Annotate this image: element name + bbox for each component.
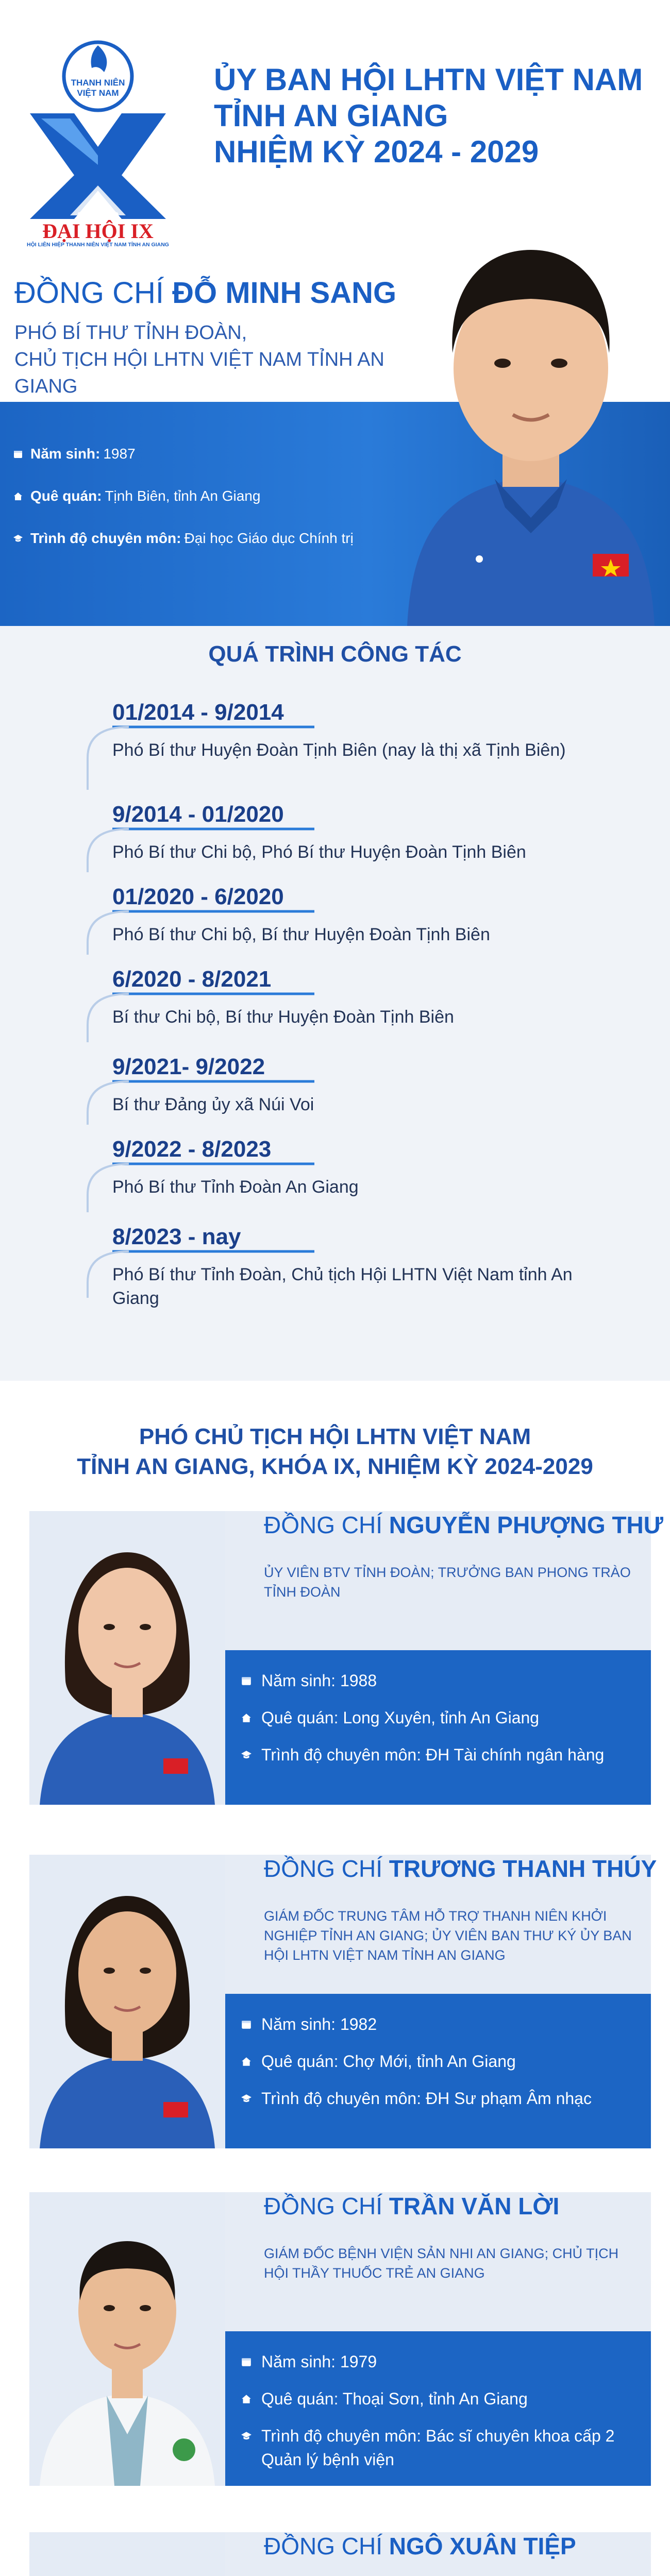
timeline-item [72,1053,608,1116]
timeline-description: Bí thư Chi bộ, Bí thư Huyện Đoàn Tịnh Biên [112,1007,454,1027]
vice-chair-prefix: ĐỒNG CHÍ [264,2193,389,2219]
timeline-item [72,1223,608,1310]
vice-chair-birth [241,2350,651,2374]
timeline-item [72,698,608,762]
main-person-role [14,319,406,400]
vice-chair-name [264,1511,663,1539]
vice-chair-birth [241,2012,651,2036]
timeline-date: 01/2020 - 6/2020 [112,884,284,909]
vice-chair-birth-text: Năm sinh: 1988 [261,1671,377,1690]
title-line-1: ỦY BAN HỘI LHTN VIỆT NAM [214,62,643,97]
timeline-description: Phó Bí thư Huyện Đoàn Tịnh Biên (nay là thị xã Tịnh Biên) [112,740,566,760]
main-person-photo [392,198,670,626]
timeline-item [72,883,608,946]
education-icon [241,2093,252,2104]
vice-chair-birth-text: Năm sinh: 1979 [261,2352,377,2371]
info-label-education: Trình độ chuyên môn: [30,530,181,546]
vice-chair-card [29,1511,663,1805]
vice-chair-card [29,2192,651,2486]
info-row-birth [13,433,405,475]
education-icon [13,533,23,544]
calendar-icon [241,1675,252,1686]
info-value-education: Đại học Giáo dục Chính trị [184,530,354,546]
calendar-icon [241,2019,252,2030]
home-icon [13,491,23,501]
vice-chair-home-text: Quê quán: Thoại Sơn, tỉnh An Giang [261,2389,528,2408]
career-title: QUÁ TRÌNH CÔNG TÁC [208,641,462,667]
main-title [214,62,647,170]
vice-chair-birth [241,1669,651,1692]
vice-chair-education-text: Trình độ chuyên môn: ĐH Tài chính ngân hàng [261,1745,605,1764]
main-role-line-1: PHÓ BÍ THƯ TỈNH ĐOÀN, [14,322,247,344]
timeline-description: Phó Bí thư Chi bộ, Phó Bí thư Huyện Đoàn Tịnh Biên [112,842,526,862]
vice-chair-position: GIÁM ĐỐC TRUNG TÂM HỖ TRỢ THANH NIÊN KHỞI NGHIỆP TỈNH AN GIANG; ỦY VIÊN BAN THƯ KÝ ỦY BAN HỘI LHTN VIỆT NAM TỈNH AN GIANG [264,1908,632,1963]
education-icon [241,2430,252,2442]
vice-chair-photo [29,1511,225,1805]
vice-chair-education [241,2087,651,2110]
vice-chair-position: ỦY VIÊN BTV TỈNH ĐOÀN; TRƯỞNG BAN PHONG TRÀO TỈNH ĐOÀN [264,1565,631,1600]
vice-chair-card [29,1855,657,2148]
main-info-list [13,433,405,560]
timeline-item [72,800,608,864]
header-section [0,0,670,626]
title-line-2: TỈNH AN GIANG [214,98,448,133]
logo-years: 2024 - 2029 [77,211,119,219]
info-label-birth: Năm sinh: [30,446,100,462]
info-value-home: Tịnh Biên, tỉnh An Giang [105,488,261,504]
career-section [0,626,670,1381]
vice-chair-name [264,2192,559,2220]
vice-chair-info [225,2331,651,2486]
vice-chair-prefix: ĐỒNG CHÍ [264,2533,389,2560]
timeline-date: 9/2014 - 01/2020 [112,802,284,827]
congress-logo [21,36,175,247]
vice-chair-home-text: Quê quán: Long Xuyên, tỉnh An Giang [261,1708,540,1727]
vice-chair-info [225,1650,651,1805]
vice-chairs-section [0,1381,670,2576]
timeline-item [72,965,608,1029]
calendar-icon [13,449,23,459]
vice-chair-education [241,1743,651,1767]
home-icon [241,1712,252,1723]
vice-chair-birth-text: Năm sinh: 1982 [261,2015,377,2033]
vice-chair-home [241,2049,651,2073]
timeline-description: Phó Bí thư Tỉnh Đoàn, Chủ tịch Hội LHTN Việt Nam tỉnh An Giang [112,1265,573,1308]
timeline-date: 9/2022 - 8/2023 [112,1137,272,1162]
vice-chair-fullname: TRẦN VĂN LỜI [389,2193,560,2219]
main-person-fullname: ĐỖ MINH SANG [172,276,397,310]
timeline-date: 6/2020 - 8/2021 [112,967,272,992]
vice-chair-fullname: NGÔ XUÂN TIỆP [389,2533,576,2560]
vice-chair-name [264,1855,657,1883]
vice-chair-photo [29,2192,225,2486]
logo-line1: THANH NIÊN [71,78,125,88]
info-row-home [13,475,405,517]
vice-chair-position: GIÁM ĐỐC BỆNH VIỆN SẢN NHI AN GIANG; CHỦ TỊCH HỘI THẦY THUỐC TRẺ AN GIANG [264,2246,619,2281]
logo-line2: VIỆT NAM [77,88,119,98]
timeline-date: 9/2021- 9/2022 [112,1054,265,1079]
vice-chair-photo [29,1855,225,2148]
vice-chair-prefix: ĐỒNG CHÍ [264,1512,389,1538]
vice-chair-card [29,2532,651,2576]
timeline-date: 01/2014 - 9/2014 [112,700,284,725]
main-person-prefix: ĐỒNG CHÍ [14,276,173,310]
vice-chair-home [241,1706,651,1730]
vice-chair-prefix: ĐỒNG CHÍ [264,1855,389,1882]
education-icon [241,1749,252,1760]
vice-chair-name [264,2532,576,2560]
vice-title-line-2: TỈNH AN GIANG, KHÓA IX, NHIỆM KỲ 2024-2029 [77,1454,593,1479]
timeline-description: Bí thư Đảng ủy xã Núi Voi [112,1095,314,1114]
home-icon [241,2393,252,2404]
calendar-icon [241,2356,252,2367]
timeline-description: Phó Bí thư Tỉnh Đoàn An Giang [112,1177,359,1197]
vice-title [0,1422,670,1482]
title-line-3: NHIỆM KỲ 2024 - 2029 [214,134,539,169]
timeline-description: Phó Bí thư Chi bộ, Bí thư Huyện Đoàn Tịnh Biên [112,925,490,944]
vice-chair-home [241,2387,651,2411]
vice-chair-education [241,2424,651,2471]
vice-chair-info [225,1994,651,2148]
info-row-education [13,517,405,560]
vice-chair-fullname: TRƯƠNG THANH THÚY [389,1855,657,1882]
info-value-birth: 1987 [103,446,136,462]
vice-chair-home-text: Quê quán: Chợ Mới, tỉnh An Giang [261,2052,516,2071]
logo-congress: ĐẠI HỘI IX [42,219,154,243]
main-role-line-2: CHỦ TỊCH HỘI LHTN VIỆT NAM TỈNH AN GIANG [14,349,384,397]
vice-chair-education-text: Trình độ chuyên môn: Bác sĩ chuyên khoa cấp 2 Quản lý bệnh viện [261,2427,615,2469]
vice-chair-fullname: NGUYỄN PHƯỢNG THƯ [389,1512,663,1538]
logo-org: HỘI LIÊN HIỆP THANH NIÊN VIỆT NAM TỈNH AN GIANG [27,242,169,247]
vice-title-line-1: PHÓ CHỦ TỊCH HỘI LHTN VIỆT NAM [139,1424,531,1449]
info-label-home: Quê quán: [30,488,102,504]
timeline-date: 8/2023 - nay [112,1224,241,1249]
home-icon [241,2056,252,2067]
timeline-item [72,1135,608,1199]
main-person-name [14,276,396,310]
vice-chair-photo [29,2532,225,2576]
vice-chair-education-text: Trình độ chuyên môn: ĐH Sư phạm Âm nhạc [261,2089,592,2108]
